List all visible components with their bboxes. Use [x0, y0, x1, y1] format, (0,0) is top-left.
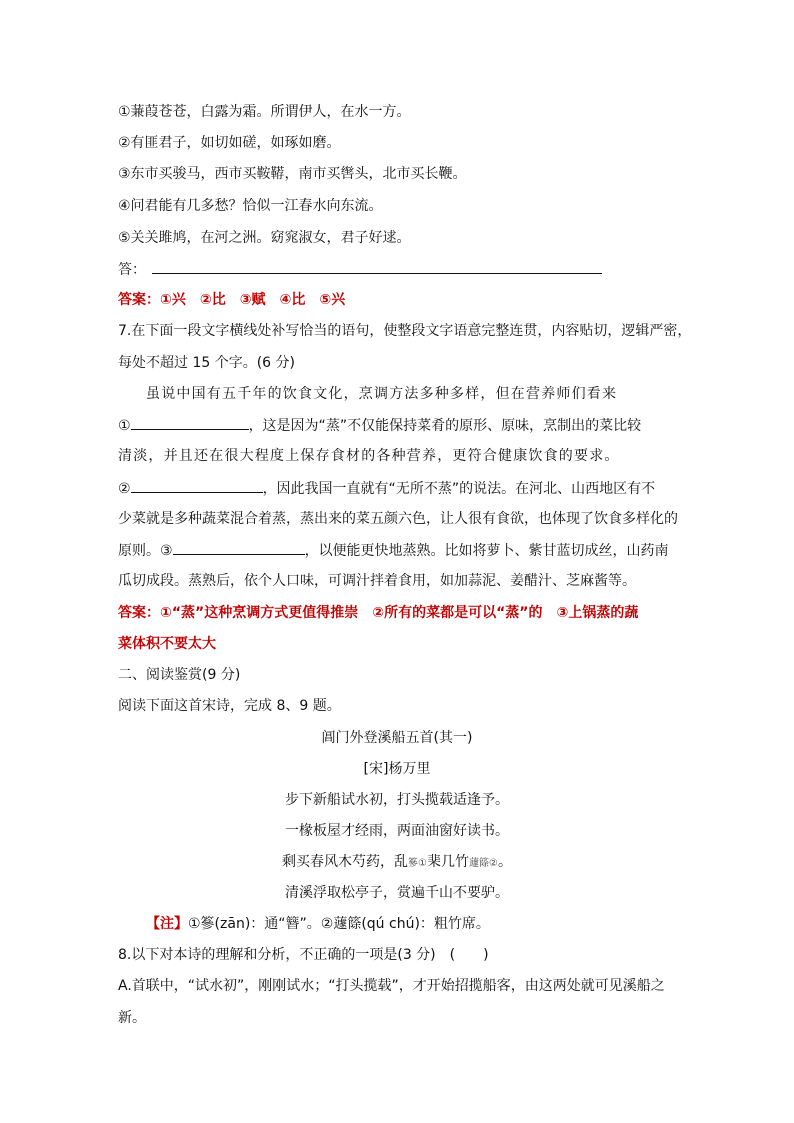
- poem-rare-char-2: 蘧篨②: [469, 858, 498, 869]
- q7-answer-line1: 答案：①“蒸”这种烹调方式更值得推崇 ②所有的菜都是可以“蒸”的 ③上锅蒸的蔬: [118, 605, 639, 621]
- poem-rare-char-1: 篸①: [408, 858, 427, 869]
- q8-option-a-line2: 新。: [118, 1010, 146, 1026]
- q7-passage-line3: 清淡，并且还在很大程度上保存食材的各种营养，更符合健康饮食的要求。: [118, 448, 620, 464]
- passage-text: ，这是因为“蒸”不仅能保持菜肴的原形、原味，烹制出的菜比较: [248, 418, 642, 434]
- q7-stem-line1: 7.在下面一段文字横线处补写恰当的语句，使整段文字语意完整连贯，内容贴切，逻辑严密，: [118, 323, 692, 339]
- q8-stem: 8.以下对本诗的理解和分析，不正确的一项是(3 分) ( ): [118, 947, 489, 963]
- answer-prompt: 答：: [118, 262, 146, 278]
- q6-item-5: ⑤关关雎鸠，在河之洲。窈窕淑女，君子好逑。: [118, 230, 411, 246]
- poem-text: 棐几竹: [427, 854, 469, 870]
- q7-passage-line6: [118, 540, 669, 561]
- fill-blank-3: [173, 540, 305, 555]
- poem-author: [宋]杨万里: [363, 761, 431, 777]
- q7-passage-line7: 瓜切成段。蒸熟后，依个人口味，可调汁拌着食用，如加蒜泥、姜醋汁、芝麻酱等。: [118, 573, 636, 589]
- passage-text: ，以便能更快地蒸熟。比如将萝卜、紫甘蓝切成丝，山药南: [304, 543, 669, 559]
- section-heading: 二、阅读鉴赏(9 分): [118, 667, 241, 683]
- q8-option-a-line1: A.首联中，“试水初”，刚刚试水；“打头揽载”，才开始招揽船客，由这两处就可见溪船之: [118, 978, 665, 994]
- blank-marker-1: ①: [118, 418, 131, 434]
- q7-passage-line4: [118, 478, 655, 499]
- fill-blank-2: [131, 478, 263, 493]
- blank-marker-2: ②: [118, 481, 131, 497]
- poem-title: 阊门外登溪船五首(其一): [321, 730, 473, 746]
- q7-passage-line5: 少菜就是多种蔬菜混合着蒸，蒸出来的菜五颜六色，让人很有食欲，也体现了饮食多样化的: [118, 511, 678, 527]
- poem-line-4: 清溪浮取松亭子，赏遍千山不要驴。: [285, 885, 509, 901]
- poem-line-2: 一椽板屋才经雨，两面油窗好读书。: [285, 823, 509, 839]
- q7-answer-line2: 菜体积不要太大: [118, 636, 216, 652]
- q6-item-3: ③东市买骏马，西市买鞍鞯，南市买辔头，北市买长鞭。: [118, 166, 467, 182]
- poem-line-1: 步下新船试水初，打头揽载适逢予。: [285, 792, 509, 808]
- poem-text: 。: [497, 854, 512, 870]
- q6-item-4: ④问君能有几多愁？恰似一江春水向东流。: [118, 198, 383, 214]
- q6-answer: 答案：①兴 ②比 ③赋 ④比 ⑤兴: [118, 292, 346, 308]
- passage-text: 原则。③: [118, 543, 173, 559]
- note-label: 【注】: [146, 916, 188, 932]
- q7-passage-line1: 虽说中国有五千年的饮食文化，烹调方法多种多样，但在营养师们看来: [146, 386, 618, 402]
- poem-line-3: [0, 852, 794, 874]
- q7-stem-line2: 每处不超过 15 个字。(6 分): [118, 355, 295, 371]
- q7-passage-line2: [118, 415, 641, 436]
- q6-answer-row: [118, 259, 602, 280]
- poem-text: 剩买春风木芍药，乱: [282, 854, 409, 870]
- passage-text: ，因此我国一直就有“无所不蒸”的说法。在河北、山西地区有不: [262, 481, 656, 497]
- q6-item-1: ①蒹葭苍苍，白露为霜。所谓伊人，在水一方。: [118, 104, 411, 120]
- q6-item-2: ②有匪君子，如切如磋，如琢如磨。: [118, 135, 341, 151]
- answer-blank: [152, 259, 602, 274]
- poem-note: [146, 914, 490, 934]
- fill-blank-1: [131, 415, 249, 430]
- note-text: ①篸(zān)：通“簪”。②蘧篨(qú chú)：粗竹席。: [188, 916, 490, 932]
- section-intro: 阅读下面这首宋诗，完成 8、9 题。: [118, 698, 341, 714]
